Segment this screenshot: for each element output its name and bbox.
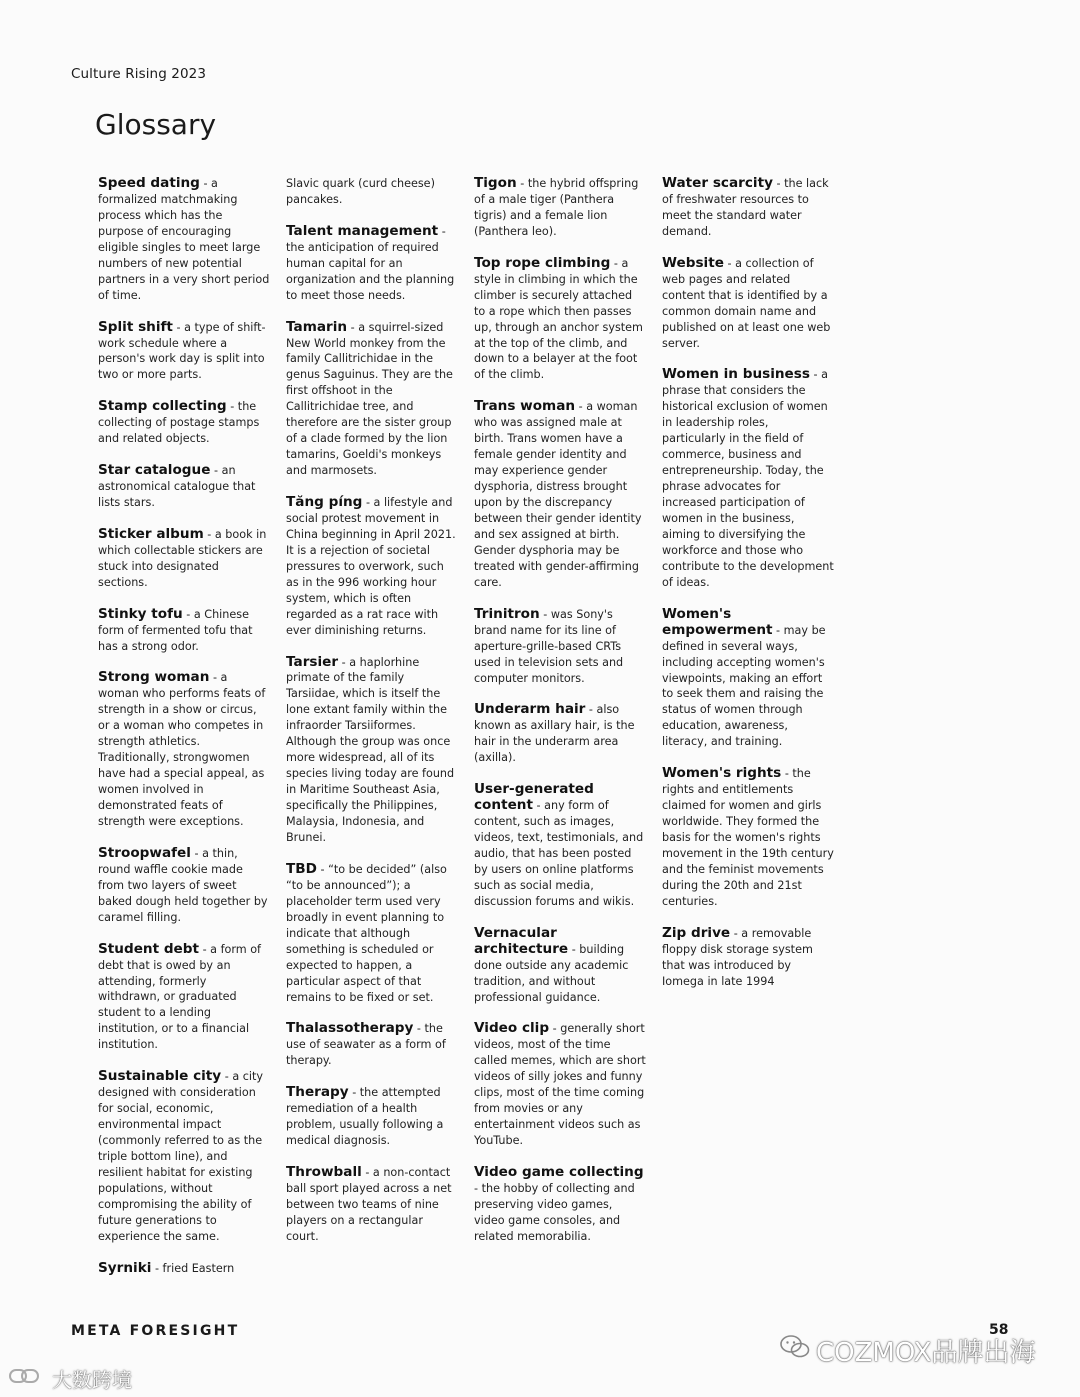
glossary-term: Tigon [474,175,517,191]
glossary-definition: - a squirrel-sized New World monkey from the family Callitrichidae in the genus Saguinus. They are the first offshoot in the Callitrichidae tree, and therefore are the sister group of a clade formed by the lion tamarins, Goeldi's monkeys and marmosets. [286,320,453,478]
glossary-definition: - the use of seawater as a form of therapy. [286,1022,446,1068]
glossary-definition: - a lifestyle and social protest movement in China beginning in April 2021. It is a rejection of societal pressures to overwork, such as in the 996 working hour system, which is often regarded as a rat race with ever diminishing returns. [286,496,456,637]
glossary-term: Thalassotherapy [286,1020,414,1037]
glossary-entry [98,607,270,655]
glossary-entry [98,463,270,511]
glossary-column-3 [474,176,646,1261]
glossary-term: Speed dating [98,175,200,191]
watermark-left [8,1364,132,1393]
glossary-term: Stroopwafel [98,844,191,861]
glossary-entry [98,670,270,830]
glossary-definition: - a woman who performs feats of strength in a show or circus, or a woman who competes in strength athletics. Traditionally, strongwomen have had a special appeal, as women involved in demonstrated feats of strength were exceptions. [98,671,266,829]
glossary-entry [474,607,646,687]
glossary-entry [662,766,834,910]
glossary-definition: - the hobby of collecting and preserving video games, video game consoles, and related memorabilia. [474,1181,635,1243]
glossary-term: Star catalogue [98,462,211,479]
glossary-term: Top rope climbing [474,254,611,271]
glossary-entry [662,607,834,751]
glossary-term: Tamarin [286,318,348,335]
page-title: Glossary [95,108,217,141]
glossary-definition: - a non-contact ball sport played across a net between two teams of nine players on a rectangular court. [286,1165,452,1243]
glossary-entry [98,176,270,304]
glossary-definition: - a removable floppy disk storage system that was introduced by Iomega in late 1994 [662,926,813,988]
glossary-term: Website [662,254,724,271]
glossary-entry [474,1165,646,1245]
glossary-definition: - any form of content, such as images, videos, text, testimonials, and audio, that has been posted by users on online platforms such as social media, discussion forums and wikis. [474,799,644,908]
glossary-entry [474,399,646,590]
glossary-definition: - was Sony's brand name for its line of aperture-grille-based CRTs used in television sets and computer monitors. [474,607,624,685]
glossary-term: Vernacular architecture [474,924,569,957]
glossary-definition: - a woman who was assigned male at birth. Trans women have a female gender identity and may experience gender dysphoria, distress brought upon by the discrepancy between their gender identity and sex assigned at birth. Gender dysphoria may be treated with gender-affirming care. [474,400,642,589]
glossary-term: Split shift [98,318,173,335]
publisher-name: META FORESIGHT [71,1323,240,1339]
glossary-entry [474,926,646,1006]
glossary-definition: - the anticipation of required human capital for an organization and the planning to meet those needs. [286,224,455,302]
glossary-term: Women in business [662,366,810,383]
glossary-column-1 [98,176,270,1293]
glossary-column-2 [286,176,458,1261]
glossary-entry [98,846,270,926]
glossary-term: Video game collecting [474,1163,644,1180]
glossary-column-4 [662,176,834,1005]
glossary-definition: - the attempted remediation of a health problem, usually following a medical diagnosis. [286,1086,444,1148]
watermark-left-text: 大数跨境 [52,1368,132,1392]
glossary-term: Trans woman [474,398,576,415]
glossary-entry [98,527,270,591]
glossary-definition: - the lack of freshwater resources to meet the standard water demand. [662,177,829,238]
glossary-term: Women's rights [662,765,782,782]
glossary-entry [286,862,458,1006]
glossary-term: Syrniki [98,1259,152,1276]
glossary-term: Tarsier [286,653,339,670]
glossary-entry [474,702,646,766]
glossary-entry [98,399,270,447]
glossary-entry [286,1021,458,1069]
glossary-entry [98,1069,270,1244]
glossary-entry [98,320,270,384]
glossary-entry [662,367,834,590]
glossary-definition: - the hybrid offspring of a male tiger (Panthera tigris) and a female lion (Panthera leo). [474,177,639,238]
glossary-term: Throwball [286,1163,362,1180]
glossary-definition: - building done outside any academic tradition, and without professional guidance. [474,942,629,1004]
glossary-entry [474,1021,646,1149]
glossary-entry [286,224,458,304]
wechat-icon [780,1334,810,1367]
glossary-definition: - a phrase that considers the historical exclusion of women in leadership roles, particularly in the field of commerce, business and entrepreneurship. Today, the phrase advocates for increased participation of women in the business, aiming to diversifying the workforce and those who contribute to the development of ideas. [662,368,834,589]
glossary-definition: - a book in which collectable stickers are stuck into designated sections. [98,527,267,589]
glossary-definition: - a haplorhine primate of the family Tarsiidae, which is itself the lone extant family within the infraorder Tarsiiformes. Although the group was once more widespread, all of its species living today are found in Maritime Southeast Asia, specifically the Philippines, Malaysia, Indonesia, and Brunei. [286,655,455,845]
glossary-term: Trinitron [474,605,540,622]
watermark-right-text: COZMOX品牌出海 [816,1338,1036,1368]
glossary-entry [474,782,646,910]
glossary-term: Tăng píng [286,494,363,511]
glossary-definition: Slavic quark (curd cheese) pancakes. [286,177,435,206]
glossary-term: Sticker album [98,525,204,542]
glossary-definition: - a type of shift-work schedule where a person's work day is split into two or more parts. [98,320,266,382]
glossary-term: Women's empowerment [662,605,773,638]
glossary-term: Talent management [286,222,439,239]
glossary-definition: - fried Eastern [151,1261,235,1275]
glossary-definition: - generally short videos, most of the time called memes, which are short videos of silly jokes and funny clips, most of the time coming from movies or any entertainment videos such as YouTube. [474,1022,646,1148]
glossary-definition: - may be defined in several ways, including accepting women's viewpoints, making an effort to seek them and raising the status of women through education, awareness, literacy, and training. [662,623,826,749]
glossary-term: Strong woman [98,669,210,686]
glossary-entry [98,1261,270,1277]
glossary-term: Water scarcity [662,175,773,191]
glossary-term: Stamp collecting [98,398,227,415]
glossary-definition: - also known as axillary hair, is the hair in the underarm area (axilla). [474,703,635,765]
report-title: Culture Rising 2023 [71,66,207,82]
glossary-term: Therapy [286,1084,349,1101]
glossary-term: Zip drive [662,924,731,941]
glossary-definition: - “to be decided” (also “to be announced”); a placeholder term used very broadly in event planning to indicate that although something is scheduled or expected to happen, a particular aspect of that remains to be fixed or set. [286,862,447,1004]
link-logo-icon [8,1365,48,1392]
glossary-entry [98,942,270,1054]
glossary-entry [662,926,834,990]
glossary-definition: - the collecting of postage stamps and related objects. [98,400,260,446]
glossary-entry [286,320,458,480]
page-number: 58 [989,1322,1009,1338]
glossary-term: Underarm hair [474,701,586,718]
glossary-term: Video clip [474,1020,550,1037]
glossary-entry [286,495,458,639]
glossary-entry [286,176,458,208]
glossary-definition: - a collection of web pages and related content that is identified by a common domain name and published on at least one web server. [662,256,831,350]
glossary-entry [286,1165,458,1245]
glossary-term: Student debt [98,940,200,957]
glossary-entry [662,256,834,352]
glossary-term: Stinky tofu [98,605,183,622]
glossary-term: TBD [286,860,317,877]
watermark-right [780,1332,1035,1369]
glossary-entry [474,176,646,240]
glossary-entry [662,176,834,240]
glossary-definition: - a style in climbing in which the climber is securely attached to a rope which then passes up, through an anchor system at the top of the climb, and down to a belayer at the foot of the climb. [474,256,643,382]
glossary-definition: - a form of debt that is owed by an attending, formerly withdrawn, or graduated student to a lending institution, or to a financial institution. [98,942,262,1052]
glossary-entry [474,256,646,384]
glossary-term: Sustainable city [98,1068,222,1085]
glossary-definition: - an astronomical catalogue that lists stars. [98,464,256,510]
glossary-entry [286,1085,458,1149]
glossary-definition: - a formalized matchmaking process which has the purpose of encouraging eligible singles to meet large numbers of new potential partners in a very short period of time. [98,177,270,302]
glossary-definition: - the rights and entitlements claimed for women and girls worldwide. They formed the basis for the women's rights movement in the 19th century and the feminist movements during the 20th and 21st centuries. [662,767,834,908]
glossary-definition: - a Chinese form of fermented tofu that has a strong odor. [98,607,253,653]
glossary-definition: - a city designed with consideration for social, economic, environmental impact (commonly referred to as the triple bottom line), and resilient habitat for existing populations, without compromising the ability of future generations to experience the same. [98,1070,263,1243]
glossary-definition: - a thin, round waffle cookie made from two layers of sweet baked dough held together by caramel filling. [98,846,268,924]
glossary-entry [286,655,458,846]
glossary-term: User-generated content [474,781,594,814]
